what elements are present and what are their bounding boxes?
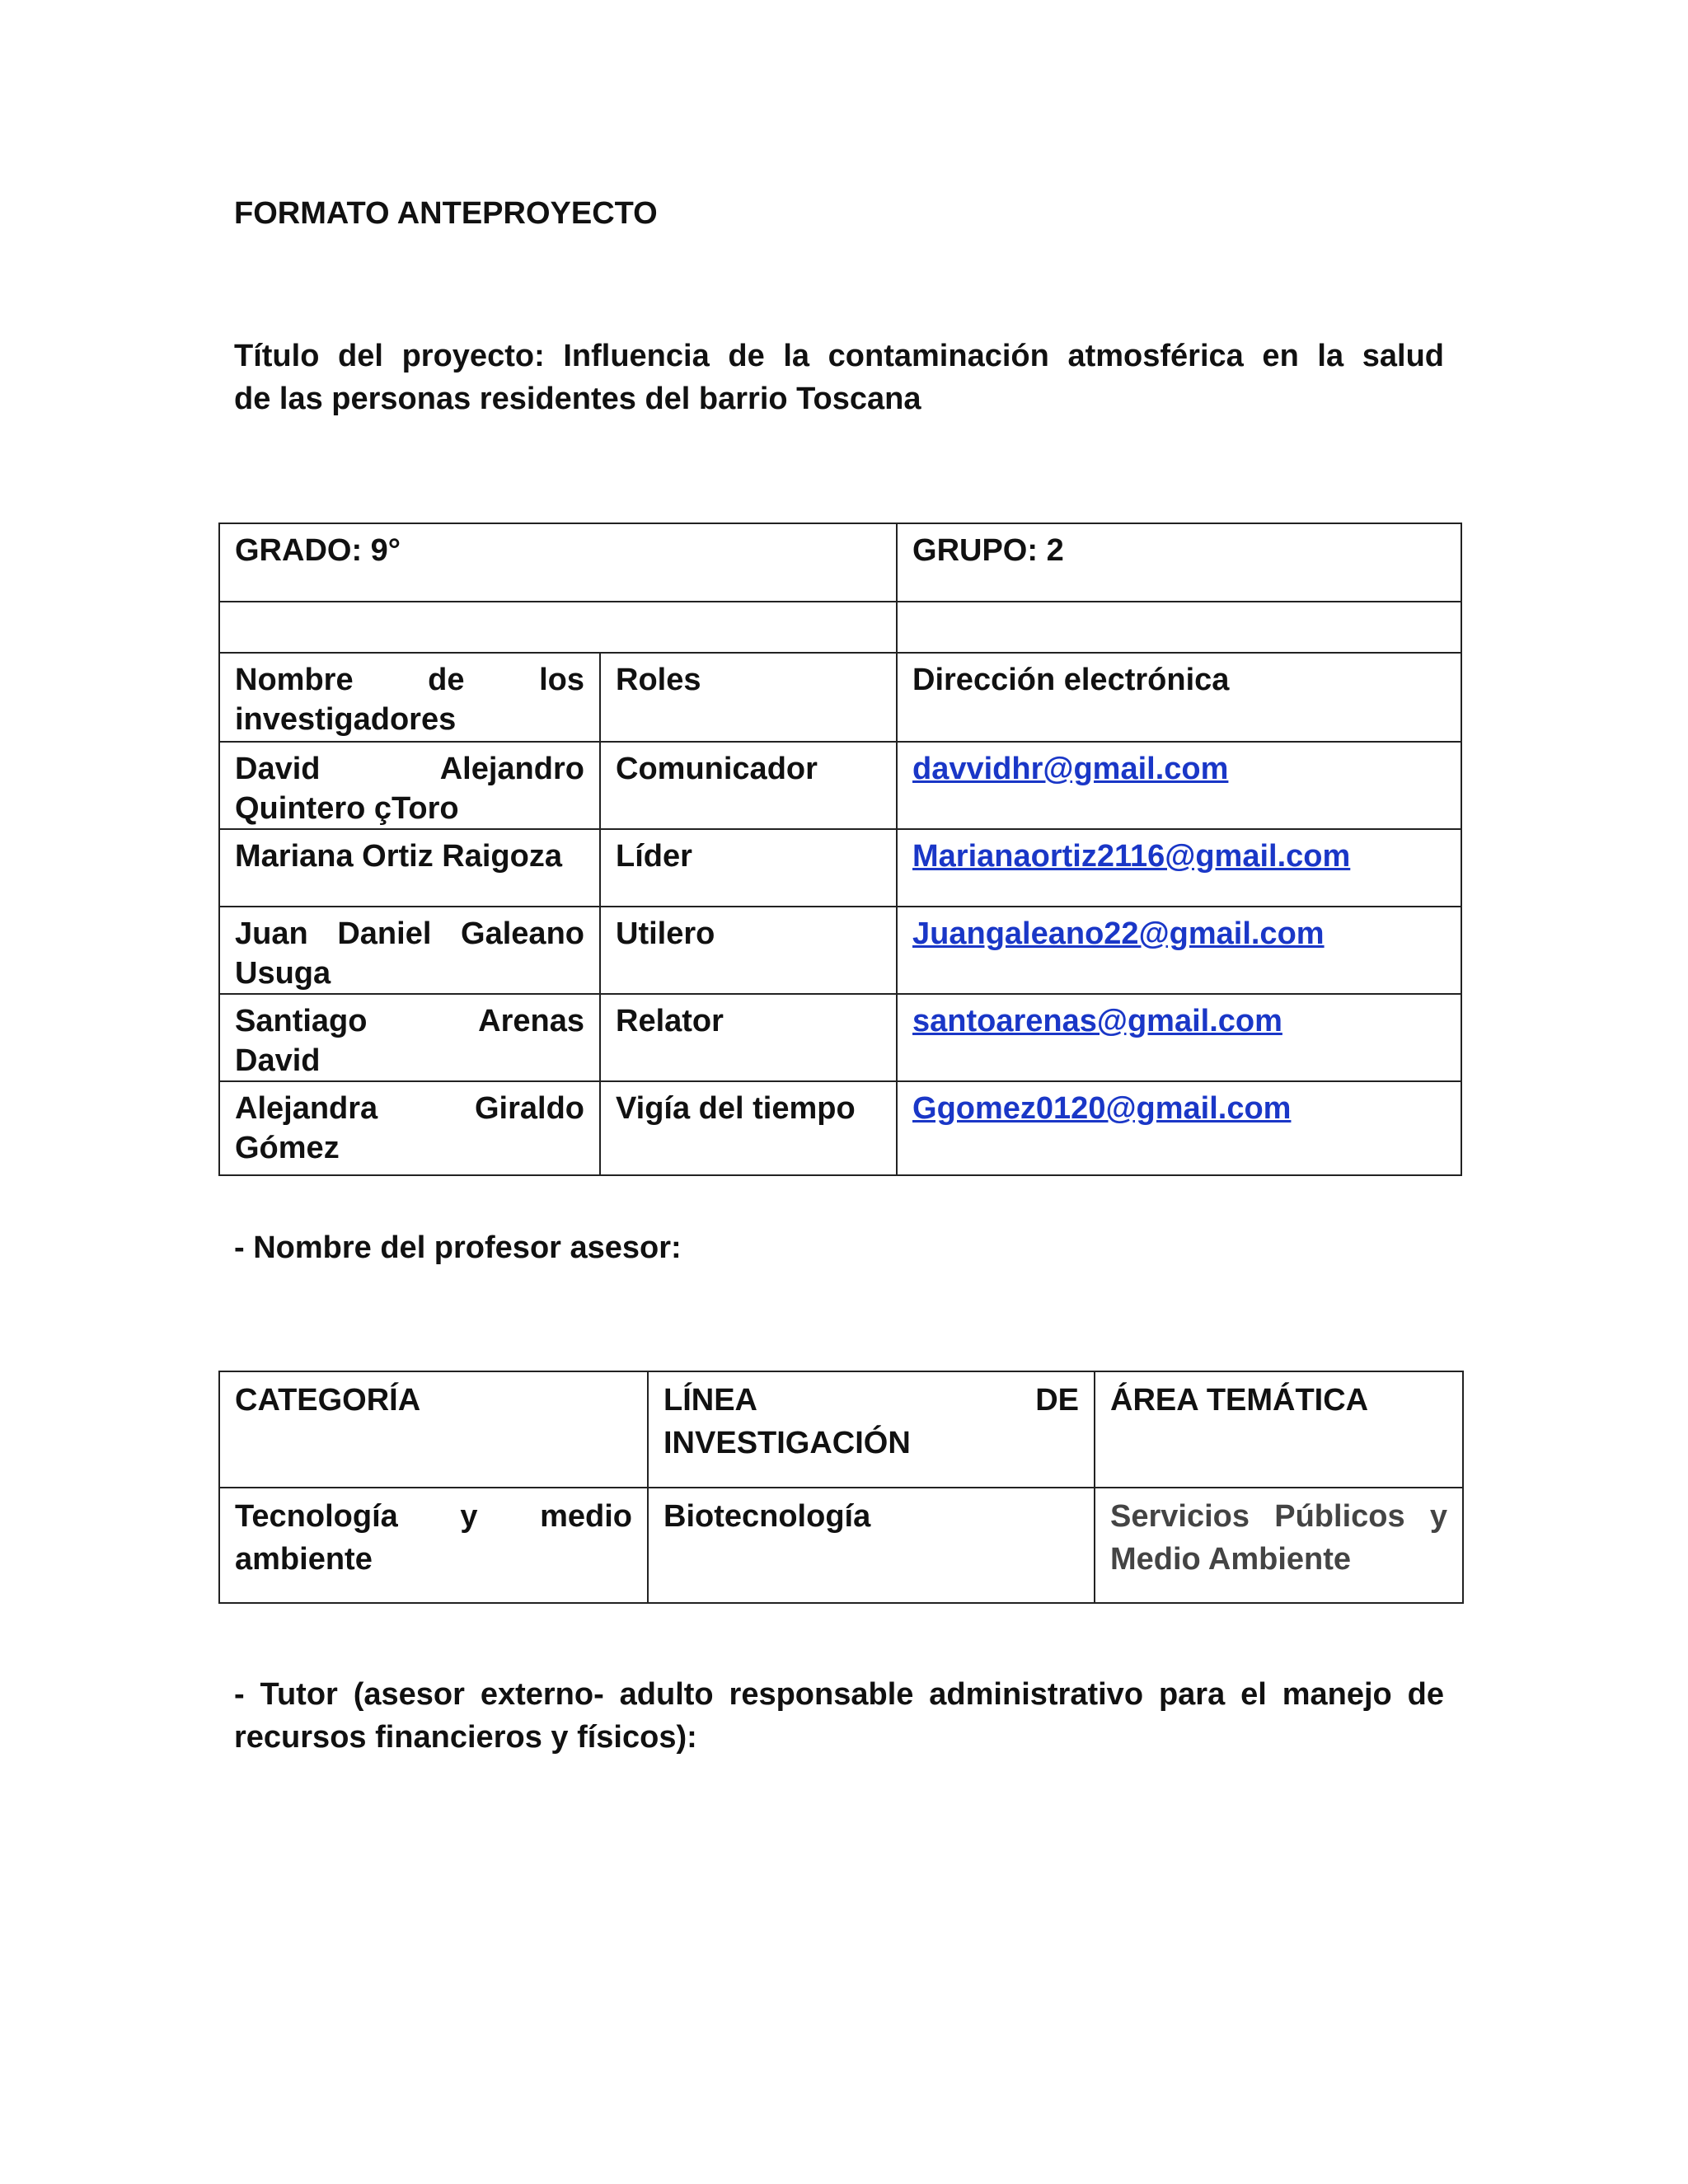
header-linea-line2: INVESTIGACIÓN <box>663 1426 911 1460</box>
researcher-name-line1: David Alejandro <box>235 752 584 786</box>
table-row <box>219 1081 1461 1175</box>
researcher-role-cell <box>600 829 897 907</box>
header-categoria: CATEGORÍA <box>235 1383 421 1418</box>
researcher-email-cell <box>897 742 1461 829</box>
tutor-line2: recursos financieros y físicos): <box>234 1720 697 1755</box>
header-area-cell <box>1095 1371 1463 1488</box>
grado-text: GRADO: 9° <box>235 533 401 568</box>
header-linea-cell <box>648 1371 1095 1488</box>
researcher-email-link[interactable]: davvidhr@gmail.com <box>912 752 1229 786</box>
table-row <box>219 742 1461 829</box>
researcher-name-line2: Gómez <box>235 1131 340 1165</box>
category-header-row <box>219 1371 1463 1488</box>
researcher-name-line1: Juan Daniel Galeano <box>235 916 584 951</box>
header-linea-line1: LÍNEA DE <box>663 1383 1079 1418</box>
researcher-email-cell <box>897 994 1461 1081</box>
header-area: ÁREA TEMÁTICA <box>1110 1383 1369 1418</box>
categoria-line1: Tecnología y medio <box>235 1499 632 1534</box>
researcher-name-line2: Quintero çToro <box>235 791 459 826</box>
researcher-email-link[interactable]: santoarenas@gmail.com <box>912 1004 1282 1038</box>
advisor-label: - Nombre del profesor asesor: <box>234 1230 682 1265</box>
linea-value: Biotecnología <box>663 1499 871 1534</box>
header-email-cell <box>897 653 1461 742</box>
researcher-name-line2: Usuga <box>235 956 331 991</box>
category-data-row <box>219 1488 1463 1603</box>
researcher-role: Relator <box>616 1004 724 1038</box>
researcher-role: Líder <box>616 839 692 874</box>
table-row <box>219 907 1461 994</box>
researcher-role-cell <box>600 994 897 1081</box>
researcher-name-line2: David <box>235 1043 321 1078</box>
categoria-cell <box>219 1488 648 1603</box>
researcher-name-line1: Santiago Arenas <box>235 1004 584 1038</box>
researcher-role: Utilero <box>616 916 715 951</box>
researcher-name-line1: Mariana Ortiz Raigoza <box>235 839 562 874</box>
area-line1: Servicios Públicos y <box>1110 1499 1447 1534</box>
researcher-name-cell <box>219 1081 600 1175</box>
researcher-name-cell <box>219 907 600 994</box>
header-email: Dirección electrónica <box>912 663 1230 697</box>
header-name-line1: Nombre de los <box>235 663 584 697</box>
team-table-header-row <box>219 653 1461 742</box>
researcher-role-cell <box>600 1081 897 1175</box>
grupo-text: GRUPO: 2 <box>912 533 1064 568</box>
header-categoria-cell <box>219 1371 648 1488</box>
area-line2: Medio Ambiente <box>1110 1542 1352 1577</box>
categoria-line2: ambiente <box>235 1542 373 1577</box>
empty-cell <box>897 602 1461 653</box>
researcher-role: Comunicador <box>616 752 818 786</box>
linea-cell <box>648 1488 1095 1603</box>
team-table-grade-row <box>219 523 1461 602</box>
researcher-name-cell <box>219 994 600 1081</box>
researcher-email-cell <box>897 1081 1461 1175</box>
header-name-cell <box>219 653 600 742</box>
table-row <box>219 994 1461 1081</box>
researcher-email-cell <box>897 829 1461 907</box>
header-roles-cell <box>600 653 897 742</box>
project-title-line2: de las personas residentes del barrio Toscana <box>234 382 921 416</box>
header-name-line2: investigadores <box>235 702 457 737</box>
researcher-email-cell <box>897 907 1461 994</box>
grado-cell <box>219 523 897 602</box>
researcher-name-line1: Alejandra Giraldo <box>235 1091 584 1126</box>
researcher-email-link[interactable]: Juangaleano22@gmail.com <box>912 916 1325 951</box>
table-row <box>219 829 1461 907</box>
project-title-line1: Título del proyecto: Influencia de la contaminación atmosférica en la salud <box>234 339 1444 373</box>
researcher-name-cell <box>219 829 600 907</box>
researcher-role-cell <box>600 742 897 829</box>
area-cell <box>1095 1488 1463 1603</box>
doc-title: FORMATO ANTEPROYECTO <box>234 196 658 231</box>
empty-cell <box>219 602 897 653</box>
researcher-name-cell <box>219 742 600 829</box>
researcher-email-link[interactable]: Marianaortiz2116@gmail.com <box>912 839 1351 874</box>
grupo-cell <box>897 523 1461 602</box>
team-table-empty-row <box>219 602 1461 653</box>
researcher-email-link[interactable]: Ggomez0120@gmail.com <box>912 1091 1292 1126</box>
header-roles: Roles <box>616 663 701 697</box>
researcher-role-cell <box>600 907 897 994</box>
tutor-line1: - Tutor (asesor externo- adulto responsable administrativo para el manejo de <box>234 1677 1444 1712</box>
team-table <box>218 523 1462 1176</box>
category-table <box>218 1371 1464 1604</box>
researcher-role: Vigía del tiempo <box>616 1091 856 1126</box>
